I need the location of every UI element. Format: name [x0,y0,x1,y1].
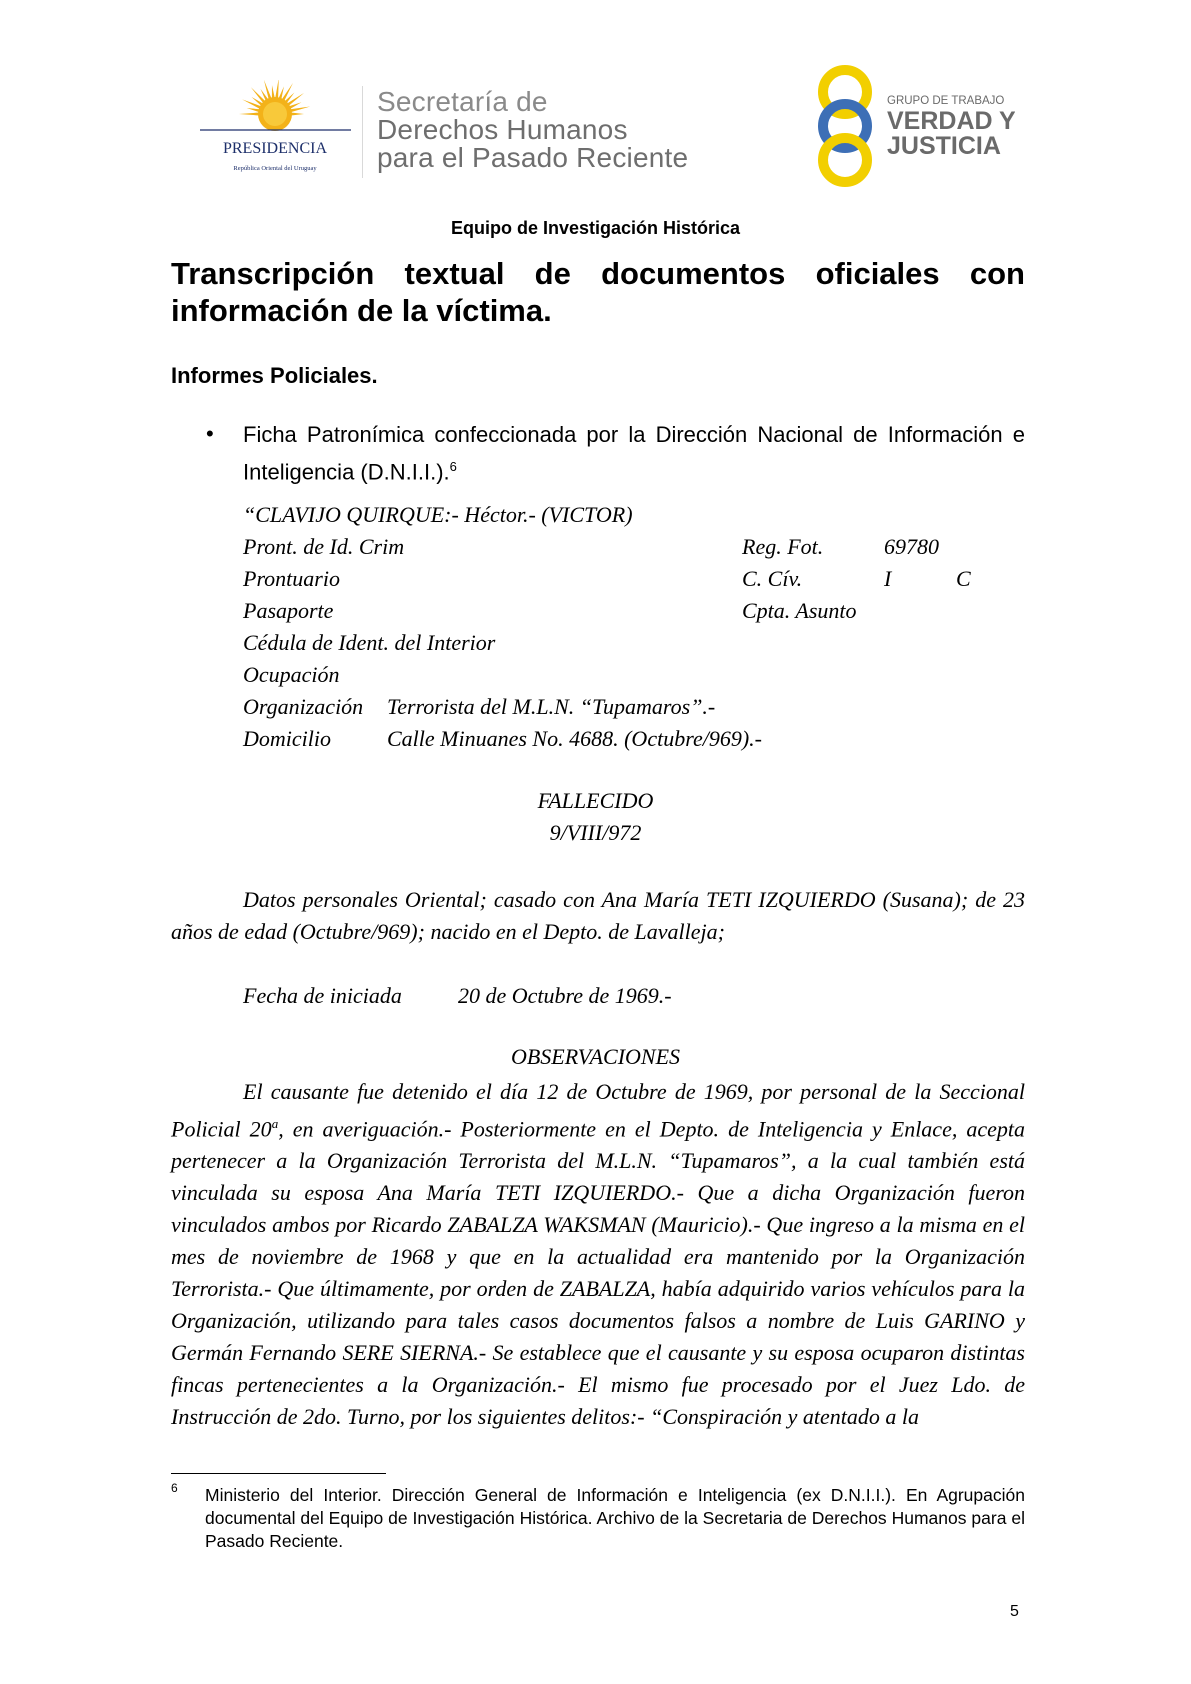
sun-ray [239,113,259,116]
record-status-date: 9/VIII/972 [549,820,642,845]
record-field-ocupacion: Ocupación [243,662,340,687]
record-field-pasaporte: Pasaporte [243,598,334,623]
bullet-text-content: Ficha Patronímica confeccionada por la Dirección Nacional de Información e Inteligencia (D.N.I.I.). [243,422,1025,485]
record-status: FALLECIDO [537,788,654,813]
record-c-civ-value-2: C [956,566,971,591]
observaciones-text-2: , en averiguación.- Posteriormente en el Depto. de Inteligencia y Enlace, acepta pertenecer a la Organización Terrorista del M.L.N. “Tupamaros”, a la cual también está vinculada su esposa Ana María TETI IZQUIERDO.- Que a dicha Organización fueron vinculados ambos por Ricardo ZABALZA WAKSMAN (Mauricio).- Que ingreso a la misma en el mes de noviembre de 1968 y que en la actualidad era mantenido por la Organización Terrorista.- Que últimamente, por orden de ZABALZA, había adquirido varios vehículos para la Organización, utilizando para tales casos documentos falsos a nombre de Luis GARINO y Germán Fernando SERE SIERNA.- Se establece que el causante y su esposa ocuparon distintas fincas pertenecientes a la Organización.- El mismo fue procesado por el Juez Ldo. de Instrucción de 2do. Turno, por los siguientes delitos:- “Conspiración y atentado a la [171,1116,1025,1430]
presidencia-logo-text: PRESIDENCIA [222,140,328,157]
observaciones-text-1: El causante fue detenido el día 12 de Octubre de 1969, por personal de la Seccional Policial 20 [171,1079,1025,1142]
gtvj-logo [815,64,1015,188]
secretaria-line-3: para el Pasado Reciente [377,142,689,173]
gtvj-line-1: GRUPO DE TRABAJO [887,95,1005,107]
sun-ray [279,86,284,99]
record-reg-fot-value: 69780 [884,534,939,559]
record-c-civ-value-1: I [884,566,892,591]
gtvj-line-3: JUSTICIA [887,132,1001,160]
footnote-ref: 6 [449,459,457,474]
page-number: 5 [1010,1603,1019,1620]
record-field-prontuario: Prontuario [243,566,340,591]
record-organizacion-label: Organización [243,694,364,719]
observaciones-heading: OBSERVACIONES [510,1044,681,1069]
record-domicilio-label: Domicilio [243,726,331,751]
secretaria-name [377,88,688,172]
presidencia-sun-icon [198,80,353,180]
presidencia-logo-subtext: República Oriental del Uruguay [233,165,317,172]
record-organizacion-value: Terrorista del M.L.N. “Tupamaros”.- [387,694,716,719]
secretaria-line-1: Secretaría de [377,86,548,117]
record-fecha-label: Fecha de iniciada [243,983,402,1008]
footnote-text: Ministerio del Interior. Dirección General de Información e Inteligencia (ex D.N.I.I.). En Agrupación documental del Equipo de Investigación Histórica. Archivo de la Secretaria de Derechos Humanos para el Pasado Reciente. [205,1485,1025,1551]
sun-ray [282,83,293,101]
presidencia-logo [198,80,353,180]
record-datos: Datos personales Oriental; casado con Ana María TETI IZQUIERDO (Susana); de 23 años de edad (Octubre/969); nacido en el Depto. de Lavalleja; [171,887,1025,944]
observaciones-text [171,1076,1025,1433]
sun-ray [247,108,260,112]
footnote-rule [171,1473,386,1474]
record-c-civ-label: C. Cív. [742,566,803,591]
record-name-line: “CLAVIJO QUIRQUE:- Héctor.- (VICTOR) [243,502,633,527]
section-title: Informes Policiales. [171,363,378,388]
sun-ray [287,93,304,106]
page-title: Transcripción textual de documentos oficiales con información de la víctima. [171,256,1025,328]
record-cpta-label: Cpta. Asunto [742,598,857,623]
record-field-cedula: Cédula de Ident. del Interior [243,630,496,655]
record-field-pront-id: Pront. de Id. Crim [243,534,405,559]
record-reg-fot-label: Reg. Fot. [742,534,824,559]
record-fecha-value: 20 de Octubre de 1969.- [458,983,672,1008]
bullet-symbol: • [206,421,214,446]
header-divider [362,86,363,178]
team-heading: Equipo de Investigación Histórica [450,218,741,238]
record-domicilio-value: Calle Minuanes No. 4688. (Octubre/969).- [387,726,762,751]
sun-ray [272,85,275,98]
gtvj-rings-icon [815,64,1015,188]
sun-ray [275,80,279,98]
bullet-text [243,419,1025,488]
footnote-number: 6 [171,1481,178,1495]
gtvj-line-2: VERDAD Y [887,107,1015,135]
secretaria-line-2: Derechos Humanos [377,114,628,145]
sun-ray [291,113,304,116]
sun-ray [290,107,310,113]
observaciones-sup: a [271,1116,279,1131]
